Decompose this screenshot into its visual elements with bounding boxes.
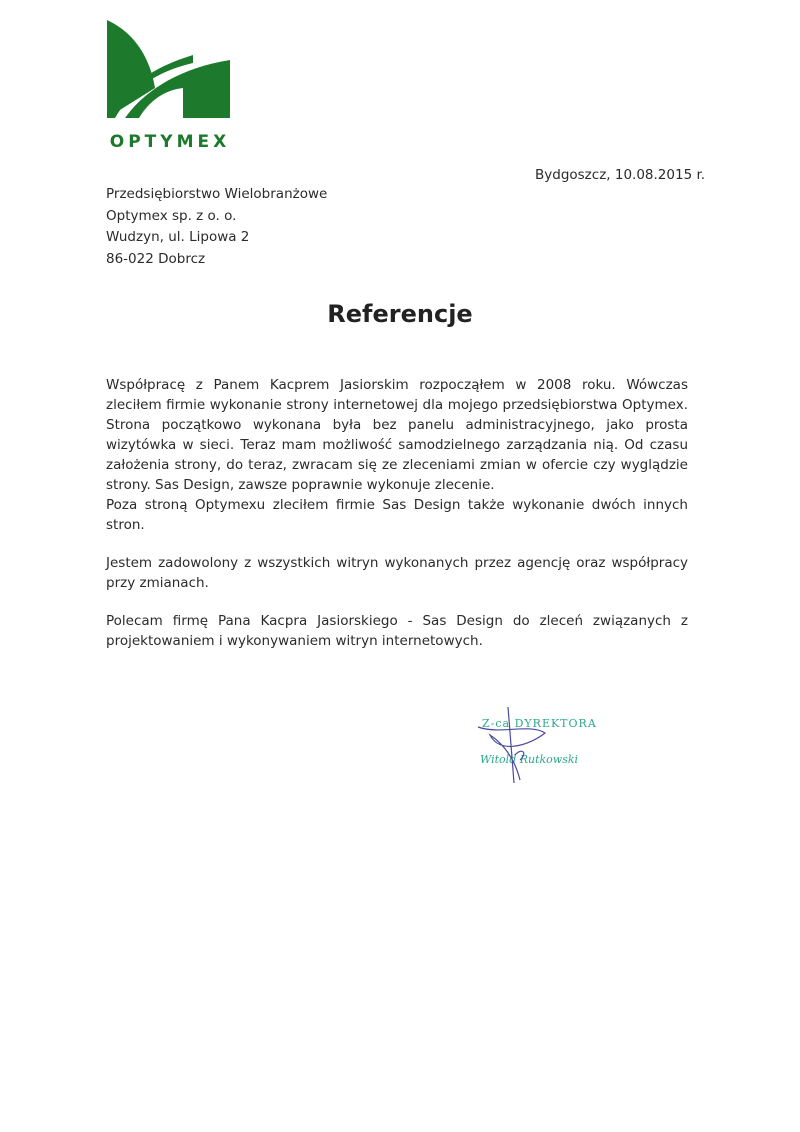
address-line: Wudzyn, ul. Lipowa 2: [106, 229, 250, 245]
body-paragraph: Współpracę z Panem Kacprem Jasiorskim rozpocząłem w 2008 roku. Wówczas zleciłem firmie wykonanie strony internetowej dla mojego przedsiębiorstwa Optymex. Strona początkowo wykonana była bez panelu administracyjnego, jako prosta wizytówka w sieci. Teraz mam możliwość samodzielnego zarządzania nią. Od czasu założenia strony, do teraz, zwracam się ze zleceniami zmian w ofercie czy wyglądzie strony. Sas Design, zawsze poprawnie wykonuje zlecenie.: [106, 377, 688, 493]
document-title: Referencje: [327, 300, 473, 328]
optymex-logo: [105, 18, 235, 152]
address-line: Przedsiębiorstwo Wielobranżowe: [106, 186, 328, 202]
logo-text: OPTYMEX: [109, 132, 231, 152]
logo-mark-icon: [105, 18, 235, 128]
signature-scribble-icon: [470, 705, 620, 785]
body-paragraph: Poza stroną Optymexu zleciłem firmie Sas Design także wykonanie dwóch innych stron.: [106, 497, 688, 533]
address-line: 86-022 Dobrcz: [106, 250, 206, 267]
signature-stamp: [470, 705, 620, 785]
place-date: Bydgoszcz, 10.08.2015 r.: [535, 167, 706, 183]
stamp-name: Witold Rutkowski: [480, 753, 579, 766]
stamp-title: Z-ca DYREKTORA: [482, 717, 597, 730]
body-paragraph: Polecam firmę Pana Kacpra Jasiorskiego - Sas Design do zleceń związanych z projektowaniem i wykonywaniem witryn internetowych.: [106, 613, 688, 649]
recipient-address: [106, 184, 327, 270]
document-body: [106, 375, 688, 651]
address-line: Optymex sp. z o. o.: [106, 207, 237, 224]
body-paragraph: Jestem zadowolony z wszystkich witryn wykonanych przez agencję oraz współpracy przy zmianach.: [106, 555, 688, 591]
